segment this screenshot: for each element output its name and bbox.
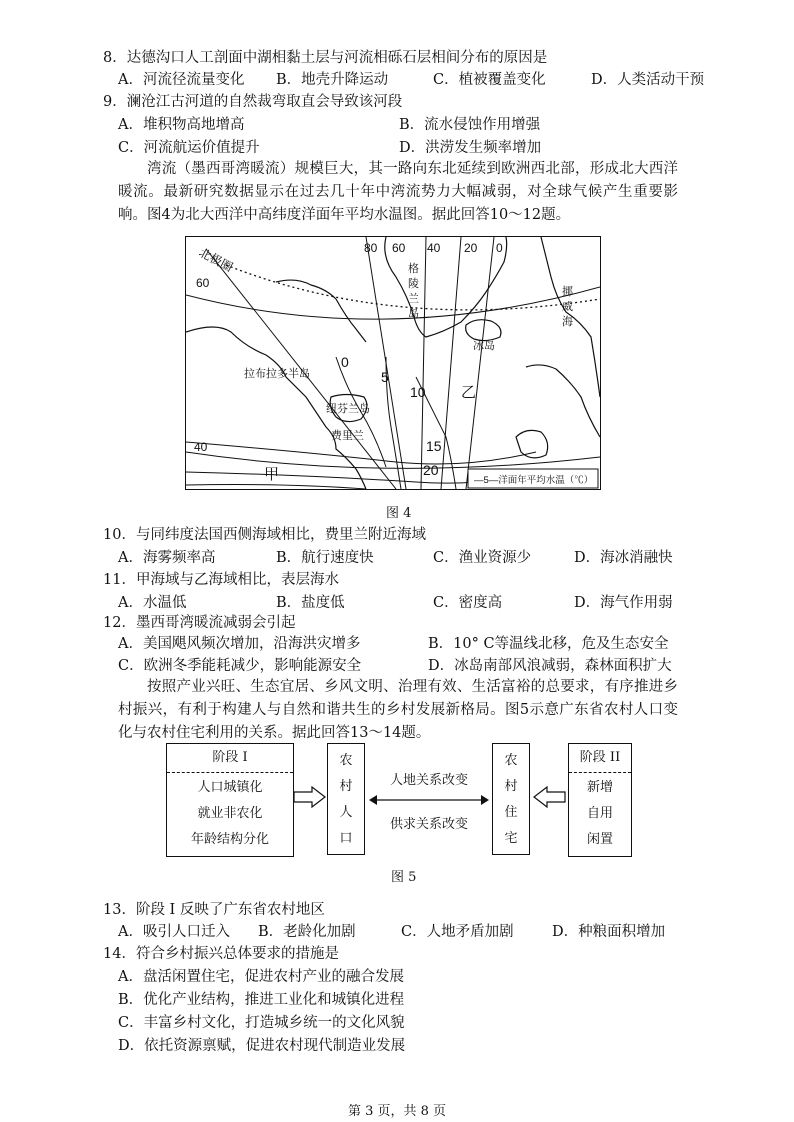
q11-stem: 11．甲海域与乙海域相比，表层海水 (103, 572, 339, 588)
stage1-item-employment: 就业非农化 (197, 806, 263, 821)
q12-option-b: B．10° C等温线北移，危及生态安全 (428, 636, 669, 652)
q10-option-d: D．海冰消融快 (574, 550, 673, 566)
relation-labels (368, 770, 490, 836)
q14-stem: 14．符合乡村振兴总体要求的措施是 (103, 946, 339, 962)
relation-supply: 供求关系改变 (389, 817, 468, 832)
longitude-40-label: 40 (427, 241, 441, 255)
q11-option-a: A．水温低 (118, 595, 187, 611)
stage1-item-urbanization: 人口城镇化 (197, 780, 263, 795)
q11-option-c: C．密度高 (433, 595, 503, 611)
q14-option-a: A．盘活闲置住宅，促进农村产业的融合发展 (118, 969, 404, 985)
rural-house-char-1: 农 (504, 753, 518, 768)
q8-option-c: C．植被覆盖变化 (433, 72, 546, 88)
q12-option-a: A．美国飓风频次增加，沿海洪灾增多 (118, 636, 361, 652)
stage2-item-selfuse: 自用 (586, 806, 613, 821)
isotherm-20-label: 20 (423, 462, 439, 478)
q9-options-row2 (118, 138, 541, 158)
norwegian-char-2: 威 (562, 301, 573, 313)
figure5-caption: 图 5 (391, 870, 417, 885)
q10-option-b: B．航行速度快 (276, 550, 374, 566)
norwegian-char-3: 海 (562, 316, 573, 328)
rural-housing-box (492, 743, 530, 855)
latitude-60-label: 60 (196, 276, 210, 290)
q8-options (118, 70, 704, 90)
q10-option-c: C．渔业资源少 (433, 550, 532, 566)
figure4-caption: 图 4 (386, 506, 412, 521)
stage1-box (166, 743, 294, 857)
longitude-0-label: 0 (496, 241, 503, 255)
q8-stem: 8．达德沟口人工剖面中湖相黏土层与河流相砾石层相间分布的原因是 (103, 50, 548, 66)
longitude-80-label: 80 (364, 241, 378, 255)
rural-population-box (327, 743, 365, 855)
stage2-box (568, 743, 632, 857)
arrow-stage1-to-pop (292, 786, 328, 808)
map-legend-text: —5—洋面年平均水温（℃） (474, 475, 594, 486)
q14-option-d: D．依托资源禀赋，促进农村现代制造业发展 (118, 1038, 406, 1054)
rural-house-char-4: 宅 (504, 831, 518, 846)
longitude-20-label: 20 (464, 241, 478, 255)
iceland-label: 冰岛 (473, 340, 495, 352)
q9-options-row1 (118, 115, 540, 135)
rural-pop-char-3: 人 (339, 805, 353, 820)
q12-options-row2 (118, 656, 672, 676)
greenland-char-1: 格 (408, 263, 419, 275)
passage-rural-revitalization: 按照产业兴旺、生态宜居、乡风文明、治理有效、生活富裕的总要求，有序推进乡村振兴，有利于构建人与自然和谐共生的乡村发展新格局。图5示意广东省农村人口变化与农村住宅利用的关系。据此回答13～14题。 (118, 679, 678, 741)
q9-option-a: A．堆积物高地增高 (118, 117, 245, 133)
passage-gulf-stream: 湾流（墨西哥湾暖流）规模巨大，其一路向东北延续到欧洲西北部，形成北大西洋暖流。最新研究数据显示在过去几十年中湾流势力大幅减弱，对全球气候产生重要影响。图4为北大西洋中高纬度洋面年平均水温图。据此回答10～12题。 (118, 161, 678, 223)
meridian-lines (206, 237, 494, 489)
isotherm-5-label: 5 (381, 369, 389, 385)
map-label-arctic: 北极圈 (196, 245, 235, 275)
q8-option-a: A．河流径流量变化 (118, 72, 245, 88)
q13-option-b: B．老龄化加剧 (258, 924, 356, 940)
q8-option-b: B．地壳升降运动 (276, 72, 389, 88)
stage2-title: 阶段 II (569, 744, 631, 773)
q13-option-a: A．吸引人口迁入 (118, 924, 230, 940)
q12-option-c: C．欧洲冬季能耗减少，影响能源安全 (118, 658, 362, 674)
longitude-60-label: 60 (392, 241, 406, 255)
arrow-stage2-to-house (531, 786, 567, 808)
q11-option-b: B．盐度低 (276, 595, 345, 611)
sea-area-jia-label: 甲 (264, 466, 280, 483)
rural-house-char-3: 住 (504, 805, 518, 820)
q11-option-d: D．海气作用弱 (574, 595, 673, 611)
isotherm-15-label: 15 (426, 438, 442, 454)
rural-pop-char-1: 农 (339, 753, 353, 768)
q10-stem: 10．与同纬度法国西侧海域相比，费里兰附近海域 (103, 527, 426, 543)
q13-option-c: C．人地矛盾加剧 (401, 924, 514, 940)
labrador-label: 拉布拉多半岛 (244, 368, 310, 380)
q14-option-b: B．优化产业结构，推进工业化和城镇化进程 (118, 992, 405, 1008)
q11-options (118, 593, 673, 613)
latitude-40-label: 40 (194, 440, 208, 454)
greenland-char-3: 兰 (408, 293, 419, 305)
q13-stem: 13．阶段 I 反映了广东省农村地区 (103, 902, 325, 918)
newfoundland-label: 纽芬兰岛 (326, 403, 370, 415)
stage2-item-new: 新增 (586, 780, 613, 795)
stage2-item-idle: 闲置 (586, 832, 613, 847)
coastlines (186, 237, 600, 489)
q13-option-d: D．种粮面积增加 (552, 924, 666, 940)
q12-option-d: D．冰岛南部风浪减弱，森林面积扩大 (428, 658, 672, 674)
page-footer: 第 3 页，共 8 页 (347, 1104, 447, 1119)
q13-options (118, 922, 665, 942)
q10-options (118, 548, 673, 568)
q12-stem: 12．墨西哥湾暖流减弱会引起 (103, 615, 296, 631)
q10-option-a: A．海雾频率高 (118, 550, 216, 566)
relation-land: 人地关系改变 (389, 773, 468, 788)
rural-pop-char-4: 口 (339, 831, 353, 846)
rural-pop-char-2: 村 (339, 779, 353, 794)
double-arrow-icon (368, 794, 490, 806)
q9-option-d: D．洪涝发生频率增加 (399, 140, 542, 156)
q9-option-c: C．河流航运价值提升 (118, 140, 260, 156)
q9-option-b: B．流水侵蚀作用增强 (399, 117, 541, 133)
figure4-map (185, 236, 601, 490)
q9-stem: 9．澜沧江古河道的自然裁弯取直会导致该河段 (103, 94, 403, 110)
isotherm-0-label: 0 (341, 354, 349, 370)
isotherm-10-label: 10 (410, 384, 426, 400)
norwegian-char-1: 挪 (562, 286, 573, 298)
sea-area-yi-label: 乙 (461, 384, 477, 401)
feililan-label: 费里兰 (331, 430, 364, 442)
q8-option-d: D．人类活动干预 (591, 72, 705, 88)
stage1-title: 阶段 I (167, 744, 293, 773)
greenland-char-4: 岛 (408, 308, 419, 320)
q14-option-c: C．丰富乡村文化，打造城乡统一的文化风貌 (118, 1015, 405, 1031)
stage1-item-age: 年龄结构分化 (190, 832, 269, 847)
q12-options-row1 (118, 634, 669, 654)
greenland-char-2: 陵 (408, 278, 419, 290)
rural-house-char-2: 村 (504, 779, 518, 794)
